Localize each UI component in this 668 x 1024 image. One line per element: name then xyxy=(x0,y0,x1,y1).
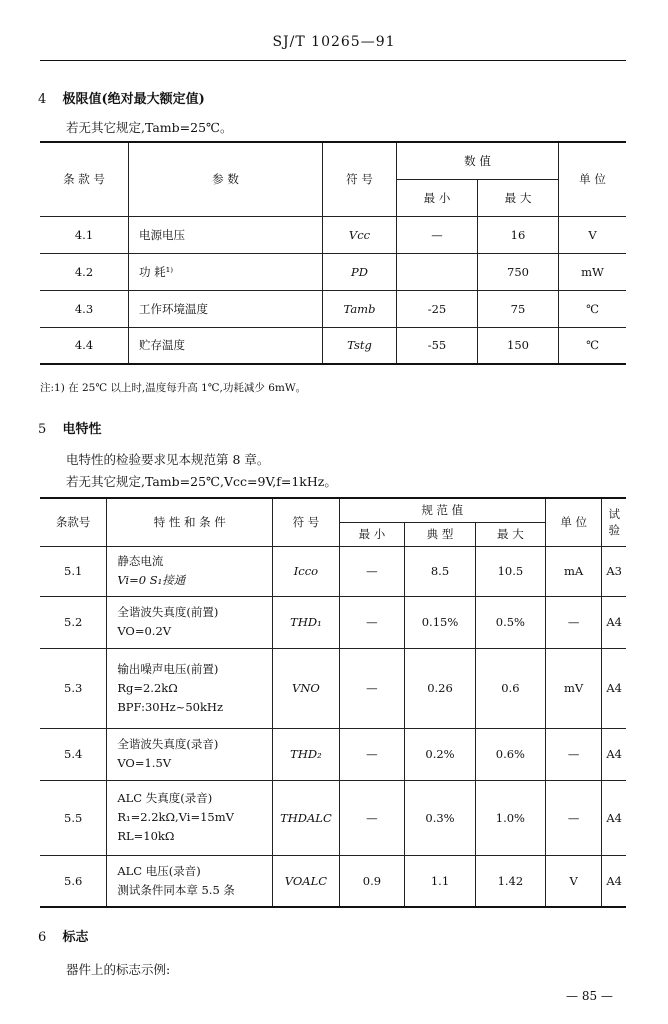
col-min: 最 小 xyxy=(397,179,478,216)
cell-characteristics xyxy=(107,596,273,648)
cell-param: 电源电压 xyxy=(129,216,323,253)
cell-clause: 5.6 xyxy=(40,855,107,907)
cell-max: 0.5% xyxy=(475,596,545,648)
section-5-intro-1: 电特性的检验要求见本规范第 8 章。 xyxy=(66,452,270,467)
table-row xyxy=(40,546,626,596)
cell-cond-line: 全谐波失真度(前置) xyxy=(117,605,219,619)
cell-cond-line: Rg=2.2kΩ xyxy=(117,680,178,695)
cell-characteristics xyxy=(107,855,273,907)
col-clause: 条款号 xyxy=(40,498,107,546)
cell-min: — xyxy=(339,648,405,728)
cell-min: — xyxy=(397,216,478,253)
cell-clause: 5.1 xyxy=(40,546,107,596)
cell-unit: mA xyxy=(545,546,601,596)
col-clause: 条 款 号 xyxy=(40,142,129,216)
cell-cond-line: 静态电流 xyxy=(117,554,164,568)
section-5-title: 电特性 xyxy=(62,422,102,437)
cell-unit: V xyxy=(559,216,627,253)
cell-cond-line: VO=0.2V xyxy=(117,624,172,638)
cell-clause: 4.1 xyxy=(40,216,129,253)
cell-unit: V xyxy=(545,855,601,907)
cell-param: 贮存温度 xyxy=(129,327,323,364)
cell-characteristics xyxy=(107,780,273,855)
electrical-characteristics-table xyxy=(40,497,626,908)
cell-cond-line: R₁=2.2kΩ,Vi=15mV xyxy=(117,810,234,824)
cell-min: 0.9 xyxy=(339,855,405,907)
cell-max: 0.6 xyxy=(475,648,545,728)
section-5-intro-2: 若无其它规定,Tamb=25℃,Vcc=9V,f=1kHz。 xyxy=(66,474,337,489)
cell-max: 0.6% xyxy=(475,728,545,780)
table-row xyxy=(40,855,626,907)
section-6-title: 标志 xyxy=(62,930,89,945)
col-max: 最 大 xyxy=(478,179,559,216)
document-code: SJ/T 10265—91 xyxy=(272,34,396,50)
cell-unit: ℃ xyxy=(559,290,627,327)
section-4-title: 极限值(绝对最大额定值) xyxy=(62,92,205,107)
cell-symbol: Icco xyxy=(273,546,339,596)
cell-unit: mV xyxy=(545,648,601,728)
cell-characteristics xyxy=(107,728,273,780)
section-4-heading xyxy=(38,88,205,107)
cell-test: A4 xyxy=(602,648,626,728)
col-value: 数 值 xyxy=(397,142,559,179)
table-row xyxy=(40,596,626,648)
cell-typ: 0.3% xyxy=(405,780,476,855)
cell-characteristics xyxy=(107,648,273,728)
cell-clause: 4.4 xyxy=(40,327,129,364)
cell-typ: 1.1 xyxy=(405,855,476,907)
cell-clause: 4.2 xyxy=(40,253,129,290)
footnote: 注:1) 在 25℃ 以上时,温度每升高 1℃,功耗减少 6mW。 xyxy=(40,382,307,394)
section-6-intro: 器件上的标志示例: xyxy=(66,962,171,977)
col-spec: 规 范 值 xyxy=(339,498,545,522)
cell-clause: 5.4 xyxy=(40,728,107,780)
cell-typ: 8.5 xyxy=(405,546,476,596)
cell-max: 1.0% xyxy=(475,780,545,855)
cell-clause: 4.3 xyxy=(40,290,129,327)
cell-min: -25 xyxy=(397,290,478,327)
cell-test: A4 xyxy=(602,855,626,907)
cell-min: — xyxy=(339,780,405,855)
cell-unit: — xyxy=(545,780,601,855)
col-param: 参 数 xyxy=(129,142,323,216)
cell-symbol: THDALC xyxy=(273,780,339,855)
cell-symbol: PD xyxy=(323,253,397,290)
cell-cond-line: 测试条件同本章 5.5 条 xyxy=(117,882,235,897)
section-4-number: 4 xyxy=(38,92,47,107)
page-number: — 85 — xyxy=(566,989,613,1003)
cell-min: — xyxy=(339,728,405,780)
cell-max: 150 xyxy=(478,327,559,364)
col-min: 最 小 xyxy=(339,522,405,546)
cell-cond-line: 输出噪声电压(前置) xyxy=(117,661,219,676)
cell-symbol: Vcc xyxy=(323,216,397,253)
cell-param: 工作环境温度 xyxy=(129,290,323,327)
cell-typ: 0.15% xyxy=(405,596,476,648)
section-6-heading xyxy=(38,926,89,945)
cell-cond-line: ALC 电压(录音) xyxy=(117,863,201,878)
cell-max: 75 xyxy=(478,290,559,327)
col-symbol: 符 号 xyxy=(323,142,397,216)
col-unit: 单 位 xyxy=(545,498,601,546)
table-row xyxy=(40,780,626,855)
cell-typ: 0.26 xyxy=(405,648,476,728)
cell-max: 750 xyxy=(478,253,559,290)
cell-unit: ℃ xyxy=(559,327,627,364)
header-rule xyxy=(40,60,626,61)
col-symbol: 符 号 xyxy=(273,498,339,546)
cell-max: 16 xyxy=(478,216,559,253)
cell-test: A4 xyxy=(602,596,626,648)
section-5-heading xyxy=(38,418,102,437)
cell-cond-line: BPF:30Hz~50kHz xyxy=(117,699,224,714)
cell-max: 10.5 xyxy=(475,546,545,596)
col-test: 试 验 xyxy=(602,498,626,546)
col-characteristics: 特 性 和 条 件 xyxy=(107,498,273,546)
cell-min xyxy=(397,253,478,290)
absolute-max-ratings-table xyxy=(40,141,626,365)
cell-min: — xyxy=(339,546,405,596)
cell-characteristics xyxy=(107,546,273,596)
cell-cond-line: Vi=0 S₁接通 xyxy=(117,573,186,587)
cell-symbol: THD₁ xyxy=(273,596,339,648)
cell-test: A4 xyxy=(602,728,626,780)
cell-clause: 5.5 xyxy=(40,780,107,855)
cell-symbol: Tstg xyxy=(323,327,397,364)
cell-symbol: Tamb xyxy=(323,290,397,327)
cell-unit: — xyxy=(545,728,601,780)
cell-max: 1.42 xyxy=(475,855,545,907)
table-row xyxy=(40,648,626,728)
cell-cond-line: ALC 失真度(录音) xyxy=(117,791,213,805)
col-max: 最 大 xyxy=(475,522,545,546)
cell-test: A3 xyxy=(602,546,626,596)
cell-min: — xyxy=(339,596,405,648)
cell-clause: 5.2 xyxy=(40,596,107,648)
table-row xyxy=(40,327,626,364)
table-row xyxy=(40,216,626,253)
cell-unit: mW xyxy=(559,253,627,290)
cell-cond-line: 全谐波失真度(录音) xyxy=(117,737,219,751)
col-typ: 典 型 xyxy=(405,522,476,546)
cell-unit: — xyxy=(545,596,601,648)
col-unit: 单 位 xyxy=(559,142,627,216)
table-row xyxy=(40,728,626,780)
cell-symbol: VNO xyxy=(273,648,339,728)
cell-param: 功 耗¹⁾ xyxy=(129,253,323,290)
table-row xyxy=(40,253,626,290)
cell-test: A4 xyxy=(602,780,626,855)
cell-min: -55 xyxy=(397,327,478,364)
cell-clause: 5.3 xyxy=(40,648,107,728)
table-row xyxy=(40,290,626,327)
cell-typ: 0.2% xyxy=(405,728,476,780)
cell-symbol: VOALC xyxy=(273,855,339,907)
cell-symbol: THD₂ xyxy=(273,728,339,780)
section-6-number: 6 xyxy=(38,930,47,945)
section-5-number: 5 xyxy=(38,422,47,437)
section-4-intro: 若无其它规定,Tamb=25℃。 xyxy=(66,120,233,135)
cell-cond-line: RL=10kΩ xyxy=(117,829,175,843)
cell-cond-line: VO=1.5V xyxy=(117,756,172,770)
